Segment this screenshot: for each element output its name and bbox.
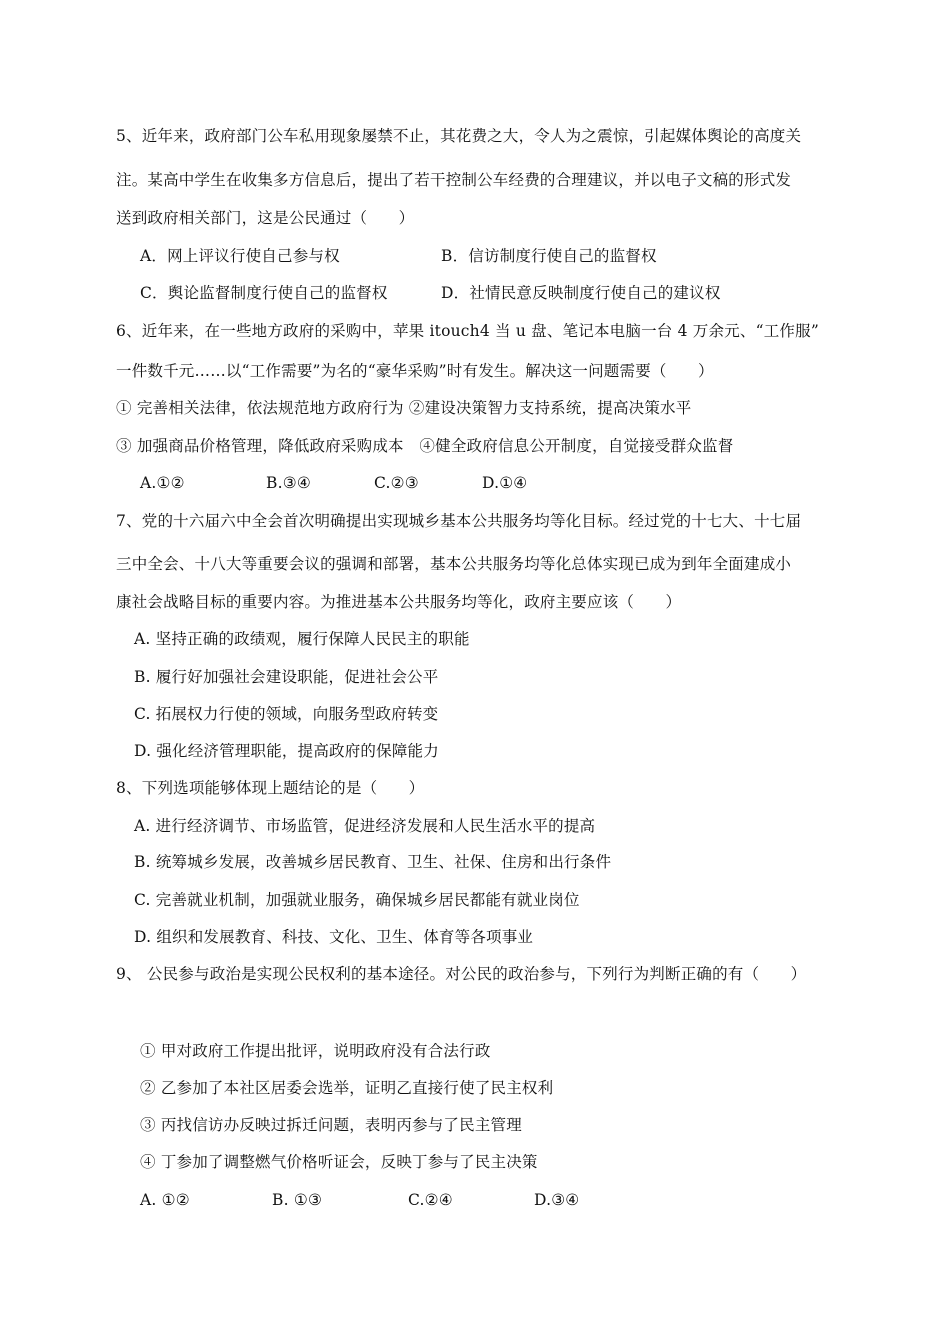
q7-option-a: A. 坚持正确的政绩观，履行保障人民民主的职能	[134, 630, 470, 648]
q8-option-c: C. 完善就业机制，加强就业服务，确保城乡居民都能有就业岗位	[134, 891, 580, 909]
q5-option-c: C．舆论监督制度行使自己的监督权	[140, 284, 388, 302]
q6-statement-2: ③ 加强商品价格管理，降低政府采购成本 ④健全政府信息公开制度，自觉接受群众监督	[116, 437, 734, 455]
q5-option-d: D．社情民意反映制度行使自己的建议权	[441, 284, 721, 302]
q8-option-d: D. 组织和发展教育、科技、文化、卫生、体育等各项事业	[134, 928, 534, 946]
q7-option-d: D. 强化经济管理职能，提高政府的保障能力	[134, 742, 439, 760]
q6-option-d: D.①④	[482, 474, 528, 492]
q6-option-b: B.③④	[266, 474, 311, 492]
q7-stem-line-1: 7、党的十六届六中全会首次明确提出实现城乡基本公共服务均等化目标。经过党的十七大、十七届	[116, 512, 802, 530]
q6-stem-line-2: 一件数千元……以“工作需要”为名的“豪华采购”时有发生。解决这一问题需要（ ）	[116, 362, 714, 380]
q9-statement-2: ② 乙参加了本社区居委会选举，证明乙直接行使了民主权利	[140, 1079, 554, 1097]
q7-stem-line-2: 三中全会、十八大等重要会议的强调和部署，基本公共服务均等化总体实现已成为到年全面建成小	[116, 555, 792, 573]
q6-option-a: A.①②	[140, 474, 185, 492]
q8-option-b: B. 统筹城乡发展，改善城乡居民教育、卫生、社保、住房和出行条件	[134, 853, 612, 871]
q9-statement-3: ③ 丙找信访办反映过拆迁问题，表明丙参与了民主管理	[140, 1116, 522, 1134]
q9-stem-line-1: 9、 公民参与政治是实现公民权利的基本途径。对公民的政治参与，下列行为判断正确的有（ ）	[116, 965, 807, 983]
q5-stem-line-3: 送到政府相关部门，这是公民通过（ ）	[116, 209, 415, 227]
q5-stem-line-1: 5、近年来，政府部门公车私用现象屡禁不止，其花费之大，令人为之震惊，引起媒体舆论的高度关	[116, 127, 802, 145]
q7-option-b: B. 履行好加强社会建设职能，促进社会公平	[134, 668, 439, 686]
q5-stem-line-2: 注。某高中学生在收集多方信息后，提出了若干控制公车经费的合理建议，并以电子文稿的形式发	[116, 171, 792, 189]
q9-option-d: D.③④	[534, 1191, 580, 1209]
q8-stem-line-1: 8、下列选项能够体现上题结论的是（ ）	[116, 779, 425, 797]
q9-option-a: A. ①②	[140, 1191, 190, 1209]
q5-option-b: B．信访制度行使自己的监督权	[441, 247, 657, 265]
q6-statement-1: ① 完善相关法律，依法规范地方政府行为 ②建设决策智力支持系统，提高决策水平	[116, 399, 692, 417]
q9-option-c: C.②④	[408, 1191, 453, 1209]
q9-statement-1: ① 甲对政府工作提出批评，说明政府没有合法行政	[140, 1042, 491, 1060]
q9-option-b: B. ①③	[272, 1191, 323, 1209]
q6-option-c: C.②③	[374, 474, 419, 492]
q8-option-a: A. 进行经济调节、市场监管，促进经济发展和人民生活水平的提高	[134, 817, 596, 835]
q9-statement-4: ④ 丁参加了调整燃气价格听证会，反映丁参与了民主决策	[140, 1153, 538, 1171]
q7-option-c: C. 拓展权力行使的领域，向服务型政府转变	[134, 705, 439, 723]
q6-stem-line-1: 6、近年来，在一些地方政府的采购中，苹果 itouch4 当 u 盘、笔记本电脑一台 4 万余元、“工作服”	[116, 322, 819, 340]
q5-option-a: A．网上评议行使自己参与权	[140, 247, 340, 265]
q7-stem-line-3: 康社会战略目标的重要内容。为推进基本公共服务均等化，政府主要应该（ ）	[116, 593, 682, 611]
